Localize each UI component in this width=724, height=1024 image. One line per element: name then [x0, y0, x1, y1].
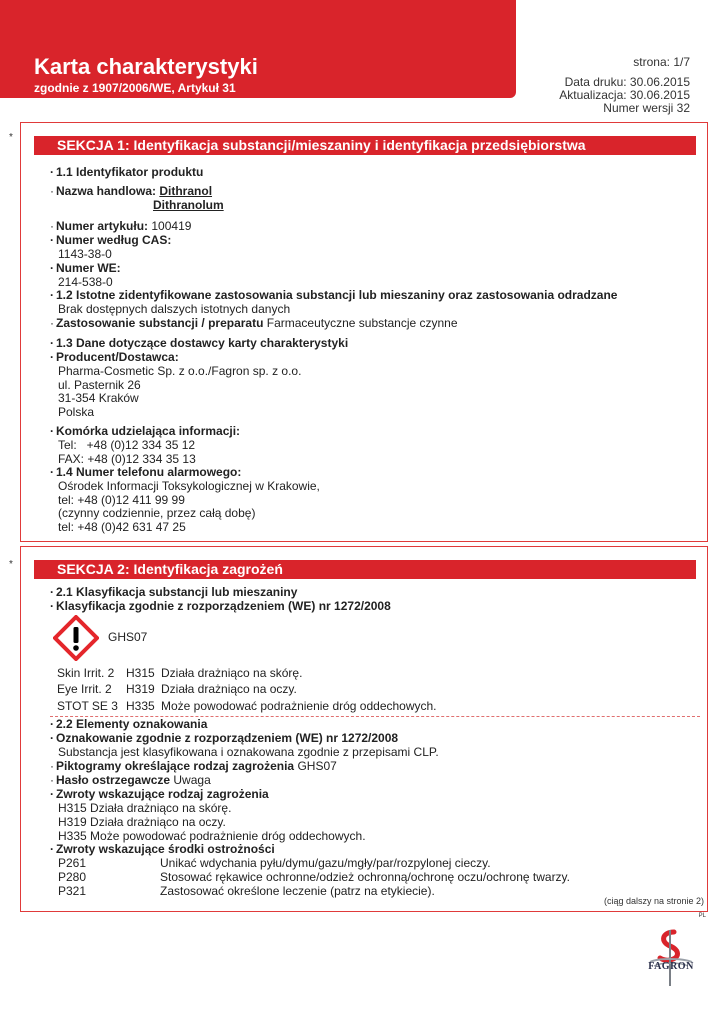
trade-name-1: Dithranol — [159, 184, 213, 198]
print-date: Data druku: 30.06.2015 — [564, 75, 690, 89]
fagron-logo-icon — [636, 928, 706, 990]
hazard-text: Może powodować podrażnienie dróg oddechowych. — [161, 699, 437, 713]
language-code: PL — [698, 913, 706, 919]
hazard-text: Działa drażniąco na oczy. — [161, 682, 297, 696]
h-statements-label: · Zwroty wskazujące rodzaj zagrożenia — [50, 787, 269, 801]
we-label: · Numer WE: — [50, 261, 121, 275]
exclamation-mark-icon — [53, 615, 99, 661]
use-row: · Zastosowanie substancji / preparatu Farmaceutyczne substancje czynne — [50, 316, 458, 330]
section-2-title: SEKCJA 2: Identyfikacja zagrożeń — [57, 561, 283, 577]
h-statement: H335 Może powodować podrażnienie dróg oddechowych. — [58, 829, 366, 843]
hazard-text: Działa drażniąco na skórę. — [161, 666, 303, 680]
emergency-line: tel: +48 (0)42 631 47 25 — [58, 520, 186, 534]
section-1 — [20, 122, 708, 542]
document-subtitle: zgodnie z 1907/2006/WE, Artykuł 31 — [34, 81, 236, 95]
item-1-3: · 1.3 Dane dotyczące dostawcy karty charakterystyki — [50, 336, 349, 350]
p-statement: Unikać wdychania pyłu/dymu/gazu/mgły/par/rozpylonej cieczy. — [160, 856, 491, 870]
revision-marker: * — [9, 132, 13, 143]
revision-marker: * — [9, 559, 13, 570]
item-1-4: · 1.4 Numer telefonu alarmowego: — [50, 465, 242, 479]
emergency-line: Ośrodek Informacji Toksykologicznej w Krakowie, — [58, 479, 320, 493]
print-info — [559, 76, 690, 115]
info-line: Tel: +48 (0)12 334 35 12 — [58, 438, 196, 452]
p-statement: Stosować rękawice ochronne/odzież ochronną/ochronę oczu/ochronę twarzy. — [160, 870, 571, 884]
article-number-row: · Numer artykułu: 100419 — [50, 219, 192, 233]
hazard-code: H315 — [126, 666, 155, 680]
producer-line: Pharma-Cosmetic Sp. z o.o./Fagron sp. z o.o. — [58, 364, 302, 378]
version-number: Numer wersji 32 — [603, 101, 690, 115]
trade-name-2: Dithranolum — [153, 198, 224, 212]
h-statement: H319 Działa drażniąco na oczy. — [58, 815, 226, 829]
p-code: P321 — [58, 884, 87, 898]
item-2-2: · 2.2 Elementy oznakowania — [50, 717, 208, 731]
hazard-code: H319 — [126, 682, 155, 696]
p-statements-label: · Zwroty wskazujące środki ostrożności — [50, 842, 275, 856]
h-statement: H315 Działa drażniąco na skórę. — [58, 801, 232, 815]
p-code: P261 — [58, 856, 87, 870]
section-2-header — [34, 560, 696, 579]
item-2-1: · 2.1 Klasyfikacja substancji lub mieszaniny — [50, 585, 298, 599]
emergency-line: tel: +48 (0)12 411 99 99 — [58, 493, 185, 507]
page-number: strona: 1/7 — [633, 55, 690, 69]
item-1-1: · 1.1 Identyfikator produktu — [50, 165, 204, 179]
classification-label: · Klasyfikacja zgodnie z rozporządzeniem (WE) nr 1272/2008 — [50, 599, 391, 613]
p-statement: Zastosować określone leczenie (patrz na etykiecie). — [160, 884, 435, 898]
p-code: P280 — [58, 870, 87, 884]
continued-note: (ciąg dalszy na stronie 2) — [603, 896, 704, 906]
ghs-code: GHS07 — [108, 630, 148, 644]
update-date: Aktualizacja: 30.06.2015 — [559, 88, 690, 102]
document-title: Karta charakterystyki — [34, 54, 258, 79]
we-value: 214-538-0 — [58, 275, 113, 289]
cas-value: 1143-38-0 — [58, 247, 112, 261]
hazard-code: H335 — [126, 699, 155, 713]
section-1-title: SEKCJA 1: Identyfikacja substancji/mieszaniny i identyfikacja przedsiębiorstwa — [57, 137, 586, 153]
emergency-line: (czynny codziennie, przez całą dobę) — [58, 506, 256, 520]
info-line: FAX: +48 (0)12 334 35 13 — [58, 452, 196, 466]
hazard-class: Skin Irrit. 2 — [57, 666, 115, 680]
item-1-2: · 1.2 Istotne zidentyfikowane zastosowania substancji lub mieszaniny oraz zastosowania odradzane — [50, 288, 618, 302]
cas-label: · Numer według CAS: — [50, 233, 172, 247]
item-1-2-value: Brak dostępnych dalszych istotnych danych — [58, 302, 291, 316]
section-2 — [20, 546, 708, 912]
fagron-logo — [636, 928, 706, 990]
producer-label: · Producent/Dostawca: — [50, 350, 179, 364]
producer-line: ul. Pasternik 26 — [58, 378, 141, 392]
pictogram-row: · Piktogramy określające rodzaj zagrożenia GHS07 — [50, 759, 337, 773]
hazard-class: STOT SE 3 — [57, 699, 118, 713]
logo-text: FAGRON — [648, 961, 694, 972]
producer-line: 31-354 Kraków — [58, 391, 139, 405]
producer-line: Polska — [58, 405, 95, 419]
trade-name-row: · Nazwa handlowa: Dithranol — [50, 184, 213, 198]
header-banner — [0, 0, 516, 98]
hazard-class: Eye Irrit. 2 — [57, 682, 112, 696]
info-label: · Komórka udzielająca informacji: — [50, 424, 241, 438]
signal-word-row: · Hasło ostrzegawcze Uwaga — [50, 773, 211, 787]
section-1-header — [34, 136, 696, 155]
labelling-value: Substancja jest klasyfikowana i oznakowana zgodnie z przepisami CLP. — [58, 745, 439, 759]
labelling-label: · Oznakowanie zgodnie z rozporządzeniem (WE) nr 1272/2008 — [50, 731, 399, 745]
